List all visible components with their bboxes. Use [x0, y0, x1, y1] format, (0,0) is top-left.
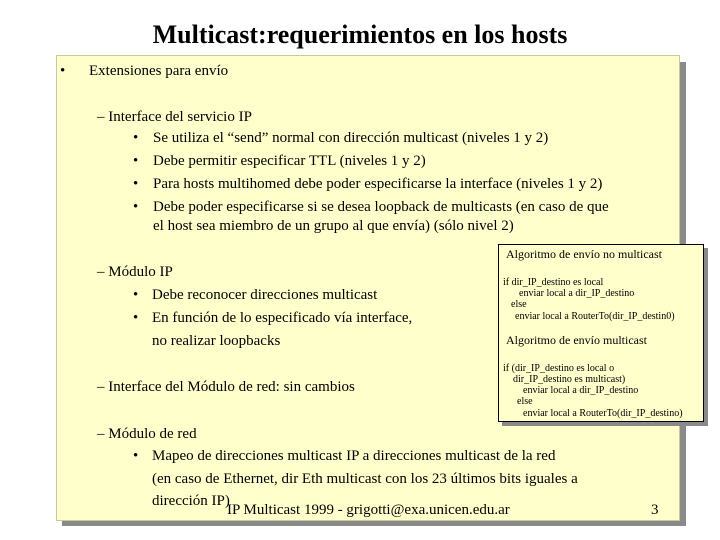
bullet-icon: •	[133, 176, 139, 192]
code-line: else	[517, 396, 533, 407]
page-number: 3	[651, 502, 659, 518]
code-line: else	[511, 299, 527, 310]
bullet-icon: •	[133, 130, 139, 146]
code-line: if dir_IP_destino es local	[503, 277, 604, 288]
bullet-icon: •	[133, 153, 139, 169]
list-item: Se utiliza el “send” normal con dirección multicast (niveles 1 y 2)	[153, 130, 549, 146]
sub-heading-interface-servicio: – Interface del servicio IP	[97, 109, 252, 125]
list-item-continuation: dirección IP)	[152, 493, 230, 509]
bullet-icon: •	[133, 448, 139, 464]
list-item-continuation: no realizar loopbacks	[152, 333, 281, 349]
list-item: Debe permitir especificar TTL (niveles 1 y 2)	[153, 153, 426, 169]
list-item: Mapeo de direcciones multicast IP a direcciones multicast de la red	[152, 448, 556, 464]
bullet-icon: •	[60, 63, 66, 79]
section-heading: Extensiones para envío	[89, 63, 229, 79]
algorithm-heading-unicast: Algoritmo de envío no multicast	[506, 247, 662, 261]
list-item: En función de lo especificado vía interface,	[152, 310, 413, 326]
list-item: Para hosts multihomed debe poder especificarse la interface (niveles 1 y 2)	[153, 176, 603, 192]
list-item: Debe poder especificarse si se desea loopback de multicasts (en caso de que	[153, 199, 609, 215]
sub-heading-interface-modulo-red: – Interface del Módulo de red: sin cambios	[97, 379, 355, 395]
code-line: enviar local a RouterTo(dir_IP_destin0)	[515, 311, 675, 322]
bullet-icon: •	[133, 287, 139, 303]
list-item-continuation: el host sea miembro de un grupo al que envía) (sólo nivel 2)	[153, 218, 514, 234]
bullet-icon: •	[133, 199, 139, 215]
slide-title: Multicast:requerimientos en los hosts	[152, 20, 568, 49]
footer-text: IP Multicast 1999 - grigotti@exa.unicen.edu.ar	[227, 502, 510, 518]
bullet-icon: •	[133, 310, 139, 326]
code-line: if (dir_IP_destino es local o	[503, 363, 615, 374]
code-line: enviar local a dir_IP_destino	[523, 385, 639, 396]
list-item-continuation: (en caso de Ethernet, dir Eth multicast con los 23 últimos bits iguales a	[152, 471, 578, 487]
algorithm-heading-multicast: Algoritmo de envío multicast	[506, 333, 647, 347]
code-line: enviar local a dir_IP_destino	[519, 288, 635, 299]
algorithm-box	[498, 244, 704, 422]
code-line: enviar local a RouterTo(dir_IP_destino)	[523, 408, 683, 419]
sub-heading-modulo-ip: – Módulo IP	[97, 264, 173, 280]
code-line: dir_IP_destino es multicast)	[513, 374, 626, 385]
list-item: Debe reconocer direcciones multicast	[152, 287, 378, 303]
sub-heading-modulo-red: – Módulo de red	[97, 426, 197, 442]
